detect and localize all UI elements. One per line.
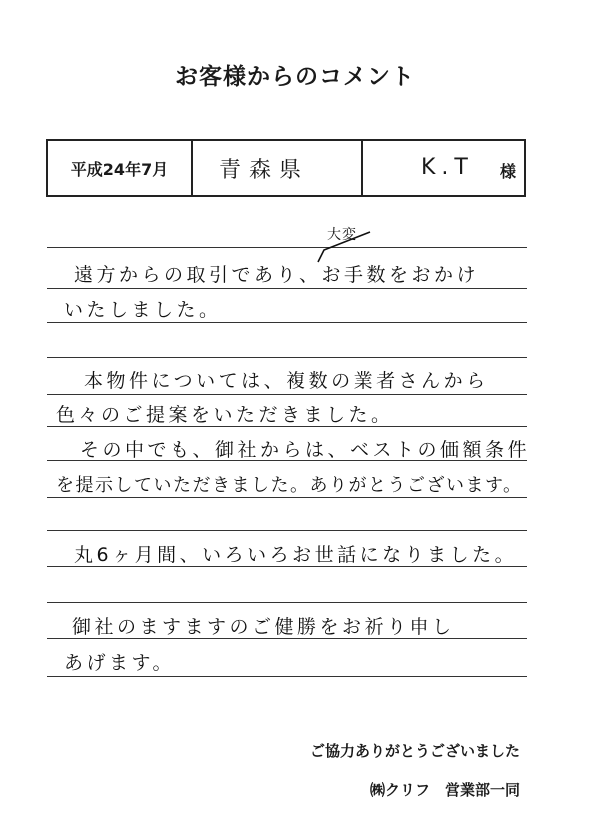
comment-line: その中でも、御社からは、ベストの価額条件	[80, 439, 531, 461]
company-signature: ㈱クリフ 営業部一同	[369, 781, 520, 799]
comment-line: 色々のご提案をいただきました。	[56, 404, 394, 426]
insertion-text: 大変	[327, 227, 357, 243]
customer-info-box	[46, 139, 526, 197]
ruled-line	[47, 676, 527, 677]
comment-line: を提示していただきました。ありがとうございます。	[56, 475, 523, 496]
ruled-line	[47, 394, 527, 395]
comment-line: 丸6ヶ月間、いろいろお世話になりました。	[74, 544, 518, 566]
date-cell: 平成24年7月	[48, 141, 193, 195]
ruled-line	[47, 357, 527, 358]
page-title: お客様からのコメント	[175, 64, 415, 90]
honorific: 様	[499, 162, 516, 181]
comment-line: あげます。	[64, 652, 175, 674]
ruled-line	[47, 322, 527, 323]
comment-line: 遠方からの取引であり、お手数をおかけ	[74, 264, 480, 286]
customer-initials: K.T	[421, 155, 474, 180]
comment-line: いたしました。	[64, 299, 222, 321]
comment-line: 本物件については、複数の業者さんから	[84, 370, 489, 392]
ruled-line	[47, 602, 527, 603]
comment-line: 御社のますますのご健勝をお祈り申し	[72, 616, 455, 638]
ruled-line	[47, 247, 527, 248]
prefecture-cell: 青森県	[193, 141, 363, 195]
ruled-line	[47, 288, 527, 289]
customer-name-cell	[363, 141, 524, 195]
ruled-line	[47, 497, 527, 498]
ruled-line	[47, 530, 527, 531]
thanks-message: ご協力ありがとうございました	[309, 742, 520, 760]
